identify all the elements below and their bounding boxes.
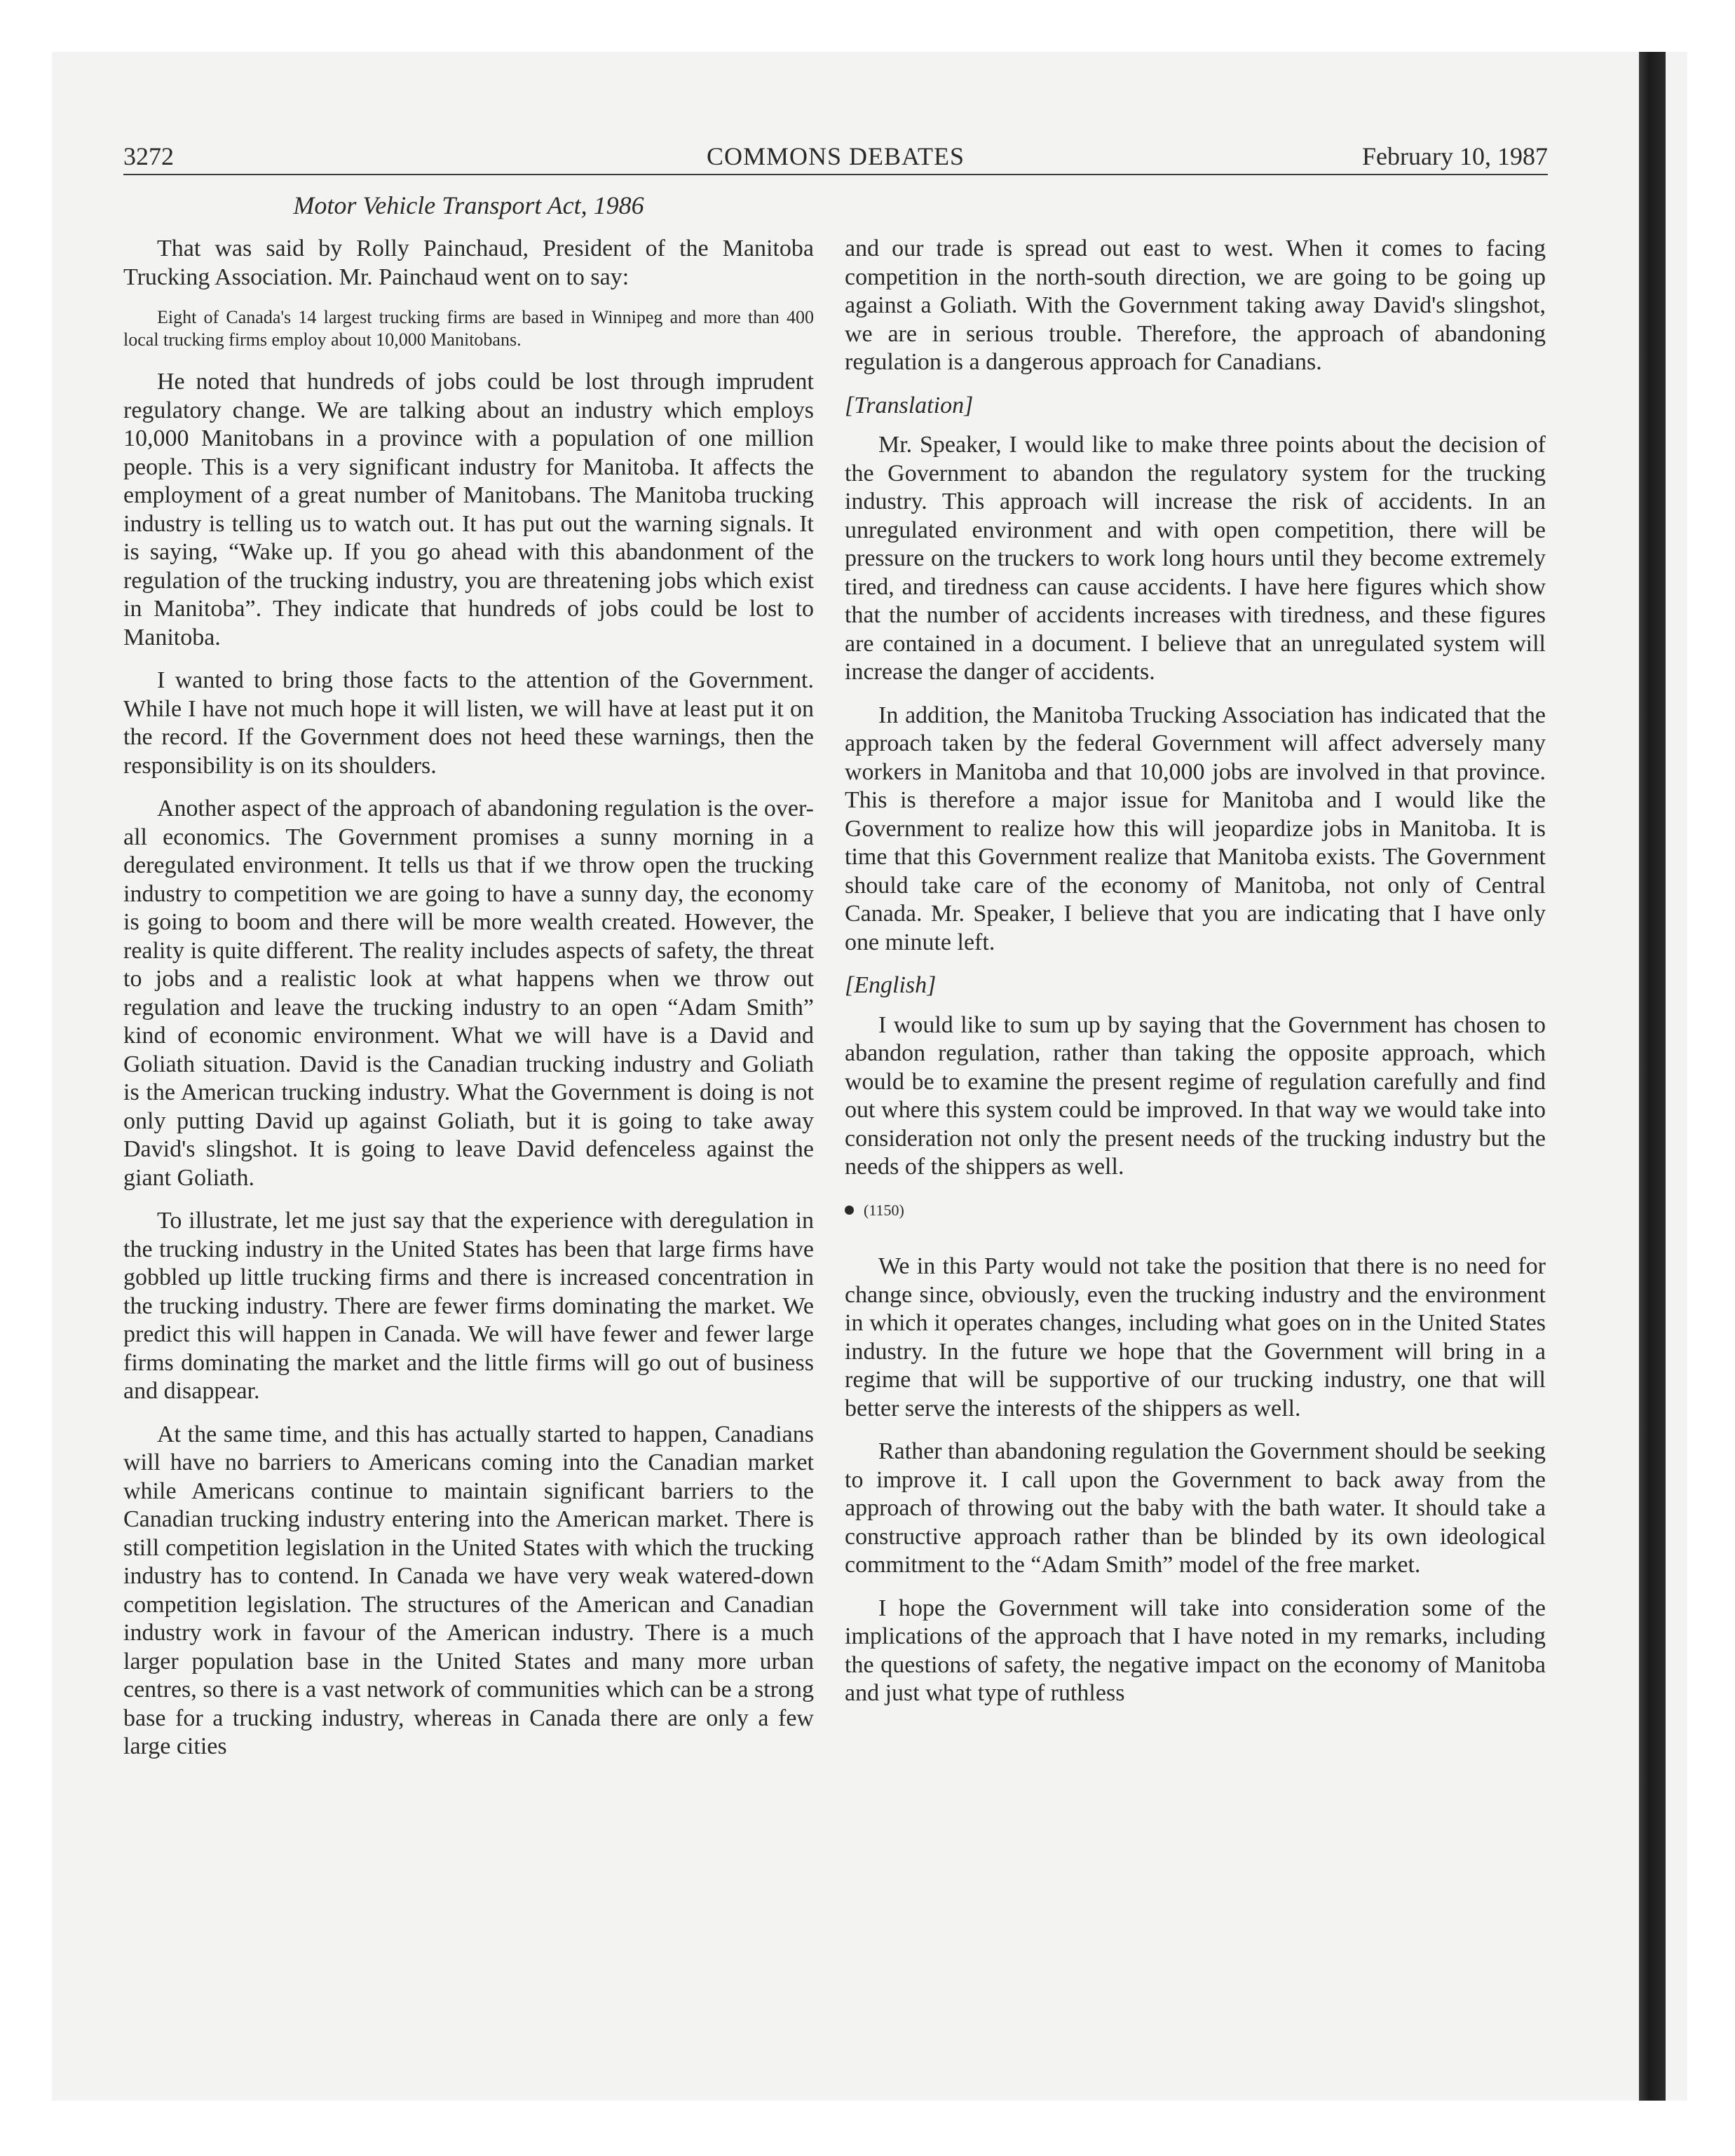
paragraph: We in this Party would not take the position that there is no need for change since, obviously, even the trucking industry and the environment in which it operates changes, including what goes on in the United States industry. In the future we hope that the Government will bring in a regime that will be supportive of our trucking industry, one that will better serve the interests of the shippers as well. (845, 1253, 1546, 1421)
section-title: Motor Vehicle Transport Act, 1986 (293, 191, 644, 219)
binding-edge (1639, 52, 1666, 2101)
paragraph: He noted that hundreds of jobs could be lost through imprudent regulatory change. We are talking about an industry which employs 10,000 Manitobans in a province with a population of one million people. This is a very significant industry for Manitoba. It affects the employment of a great number of Manitobans. The Manitoba trucking industry is telling us to watch out. It has put out the warning signals. It is saying, “Wake up. If you go ahead with this abandonment of the regulation of the trucking industry, you are threatening jobs which exist in Manitoba”. They indicate that hundreds of jobs could be lost to Manitoba. (123, 369, 814, 650)
paragraph: I hope the Government will take into consideration some of the implications of the approach that I have noted in my remarks, including the questions of safety, the negative impact on the economy of Manitoba and just what type of ruthless (845, 1595, 1546, 1706)
paragraph: At the same time, and this has actually started to happen, Canadians will have no barriers to Americans coming into the Canadian market while Americans continue to maintain significant barriers to the Canadian trucking industry entering into the American market. There is still competition legislation in the United States with which the trucking industry has to contend. In Canada we have very weak watered-down competition legislation. The structures of the American and Canadian industry work in favour of the American industry. There is a much larger population base in the United States and many more urban centres, so there is a vast network of communities which can be a strong base for a trucking industry, whereas in Canada there are only a few large cities (123, 1421, 814, 1759)
block-quote: Eight of Canada's 14 largest trucking firms are based in Winnipeg and more than 400 local trucking firms employ about 10,000 Manitobans. (123, 307, 814, 350)
left-column (123, 235, 814, 1776)
paragraph: Rather than abandoning regulation the Government should be seeking to improve it. I call upon the Government to back away from the approach of throwing out the baby with the bath water. It should take a constructive approach rather than be blinded by its own ideological commitment to the “Adam Smith” model of the free market. (845, 1438, 1546, 1578)
paragraph: To illustrate, let me just say that the experience with deregulation in the trucking industry in the United States has been that large firms have gobbled up little trucking firms and there is increased concentration in the trucking industry. There are fewer firms dominating the market. We predict this will happen in Canada. We will have fewer and fewer large firms dominating the market and the little firms will go out of business and disappear. (123, 1208, 814, 1404)
paragraph: I would like to sum up by saying that the Government has chosen to abandon regulation, rather than taking the opposite approach, which would be to examine the present regime of regulation carefully and find out where this system could be improved. In that way we would take into consideration not only the present needs of the trucking industry but the needs of the shippers as well. (845, 1011, 1546, 1180)
paragraph: and our trade is spread out east to west. When it comes to facing competition in the north-south direction, we are going to be going up against a Goliath. With the Government taking away David's slingshot, we are in serious trouble. Therefore, the approach of abandoning regulation is a dangerous approach for Canadians. (845, 236, 1546, 375)
page-header (123, 137, 1548, 175)
language-marker: [Translation] (845, 392, 974, 418)
publication-title: COMMONS DEBATES (706, 142, 965, 170)
bullet-icon (845, 1206, 854, 1215)
language-marker: [English] (845, 972, 937, 998)
paragraph: Another aspect of the approach of abandoning regulation is the over-all economics. The Government promises a sunny morning in a deregulated environment. It tells us that if we throw open the trucking industry to competition we are going to have a sunny day, the economy is going to boom and there will be more wealth created. However, the reality is quite different. The reality includes aspects of safety, the threat to jobs and a realistic look at what happens when we throw out regulation and leave the trucking industry to an open “Adam Smith” kind of economic environment. What we will have is a David and Goliath situation. David is the Canadian trucking industry and Goliath is the American trucking industry. What the Government is doing is not only putting David up against Goliath, but it is going to take away David's slingshot. It is going to leave David defenceless against the giant Goliath. (123, 796, 814, 1191)
page-date: February 10, 1987 (1362, 142, 1548, 170)
time-marker (845, 1196, 1546, 1225)
page-number: 3272 (123, 142, 174, 170)
paragraph: I wanted to bring those facts to the attention of the Government. While I have not much hope it will listen, we will have at least put it on the record. If the Government does not heed these warnings, then the responsibility is on its shoulders. (123, 667, 814, 779)
paragraph: Mr. Speaker, I would like to make three points about the decision of the Government to abandon the regulatory system for the trucking industry. This approach will increase the risk of accidents. In an unregulated environment and with open competition, there will be pressure on the truckers to work long hours until they become extremely tired, and tiredness can cause accidents. I have here figures which show that the number of accidents increases with tiredness, and these figures are contained in a document. I believe that an unregulated system will increase the danger of accidents. (845, 432, 1546, 685)
time-marker-label: (1150) (864, 1201, 904, 1219)
paragraph: That was said by Rolly Painchaud, President of the Manitoba Trucking Association. Mr. Painchaud went on to say: (123, 236, 814, 290)
paragraph: In addition, the Manitoba Trucking Association has indicated that the approach taken by the federal Government will affect adversely many workers in Manitoba and that 10,000 jobs are involved in that province. This is therefore a major issue for Manitoba and I would like the Government to realize how this will jeopardize jobs in Manitoba. It is time that this Government realize that Manitoba exists. The Government should take care of the economy of Manitoba, not only of Central Canada. Mr. Speaker, I believe that you are indicating that I have only one minute left. (845, 702, 1546, 955)
right-column (845, 235, 1546, 1723)
